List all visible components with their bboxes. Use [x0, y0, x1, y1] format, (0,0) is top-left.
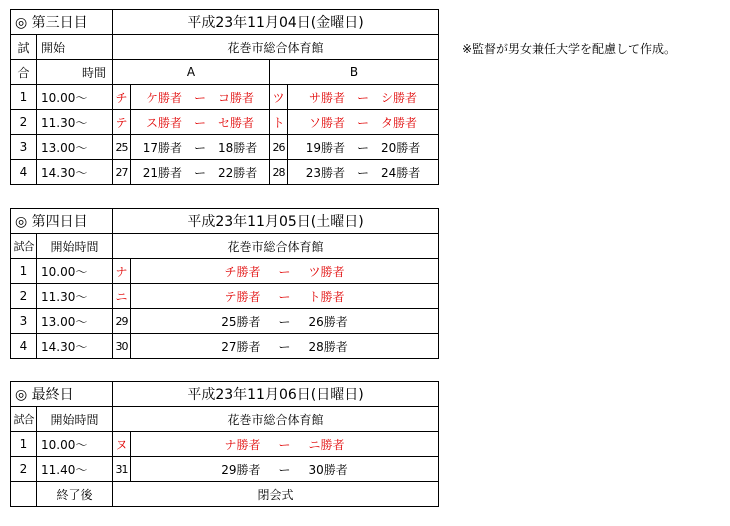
court-b-label: B: [270, 60, 439, 85]
vs-dash: ー: [278, 462, 291, 477]
match-number: 1: [11, 85, 37, 110]
vs-dash: ー: [278, 289, 291, 304]
match-code: ト: [270, 110, 288, 135]
after-label: 終了後: [37, 482, 113, 507]
match-code: 26: [270, 135, 288, 160]
match-code: ヌ: [113, 432, 131, 457]
court-a-pairing: [131, 85, 270, 110]
match-code: 27: [113, 160, 131, 185]
team-right: 22勝者: [218, 165, 258, 180]
match-number: 4: [11, 160, 37, 185]
note-text: ※監督が男女兼任大学を配慮して作成。: [462, 42, 677, 56]
day3-venue: 花巻市総合体育館: [113, 35, 439, 60]
match-code: テ: [113, 110, 131, 135]
team-right: 20勝者: [381, 140, 421, 155]
court-b-pairing: [288, 85, 439, 110]
day3-schedule-table: [10, 9, 439, 185]
match-time: 14.30～: [37, 334, 113, 359]
pairing: [131, 432, 439, 457]
match-time: 13.00～: [37, 135, 113, 160]
court-b-pairing: [288, 135, 439, 160]
header-match-bottom: 合: [11, 60, 37, 85]
day4-date: 平成23年11月05日(土曜日): [113, 209, 439, 234]
pairing: [131, 334, 439, 359]
team-left: ス勝者: [145, 115, 182, 130]
day4-venue: 花巻市総合体育館: [113, 234, 439, 259]
team-right: ニ勝者: [308, 437, 345, 452]
team-left: チ勝者: [224, 264, 261, 279]
match-number: 2: [11, 110, 37, 135]
team-right: セ勝者: [218, 115, 255, 130]
match-time: 10.00～: [37, 259, 113, 284]
table-row: [11, 309, 439, 334]
header-start-time: 開始時間: [37, 234, 113, 259]
vs-dash: ー: [357, 140, 370, 155]
day3-date: 平成23年11月04日(金曜日): [113, 10, 439, 35]
vs-dash: ー: [278, 264, 291, 279]
match-time: 13.00～: [37, 309, 113, 334]
match-code: ツ: [270, 85, 288, 110]
team-right: ツ勝者: [308, 264, 345, 279]
pairing: [131, 309, 439, 334]
court-a-pairing: [131, 135, 270, 160]
match-code: ナ: [113, 259, 131, 284]
court-a-pairing: [131, 160, 270, 185]
header-start: 開始: [37, 35, 113, 60]
vs-dash: ー: [357, 165, 370, 180]
vs-dash: ー: [278, 339, 291, 354]
match-number: 1: [11, 432, 37, 457]
team-right: 18勝者: [218, 140, 258, 155]
match-number: 2: [11, 457, 37, 482]
vs-dash: ー: [194, 165, 207, 180]
match-number: 4: [11, 334, 37, 359]
day3-title: ◎ 第三日目: [11, 10, 113, 35]
match-code: 29: [113, 309, 131, 334]
match-number: 3: [11, 135, 37, 160]
day4-title: ◎ 第四日目: [11, 209, 113, 234]
match-code: チ: [113, 85, 131, 110]
vs-dash: ー: [194, 140, 207, 155]
table-row: [11, 259, 439, 284]
empty-cell: [11, 482, 37, 507]
closing-ceremony: 閉会式: [113, 482, 439, 507]
match-time: 10.00～: [37, 85, 113, 110]
match-time: 11.30～: [37, 284, 113, 309]
table-row: [11, 284, 439, 309]
header-match-top: 試: [11, 35, 37, 60]
team-right: 28勝者: [308, 339, 348, 354]
team-right: 24勝者: [381, 165, 421, 180]
team-left: 17勝者: [142, 140, 182, 155]
match-code: 31: [113, 457, 131, 482]
court-b-pairing: [288, 160, 439, 185]
vs-dash: ー: [194, 90, 207, 105]
final-venue: 花巻市総合体育館: [113, 407, 439, 432]
match-code: ニ: [113, 284, 131, 309]
team-left: 19勝者: [305, 140, 345, 155]
vs-dash: ー: [357, 115, 370, 130]
table-row: [11, 160, 439, 185]
team-left: テ勝者: [224, 289, 261, 304]
team-right: 30勝者: [308, 462, 348, 477]
match-time: 14.30～: [37, 160, 113, 185]
team-left: サ勝者: [308, 90, 345, 105]
team-right: シ勝者: [381, 90, 418, 105]
header-start-time: 開始時間: [37, 407, 113, 432]
pairing: [131, 284, 439, 309]
table-row: [11, 432, 439, 457]
court-b-pairing: [288, 110, 439, 135]
team-left: ケ勝者: [145, 90, 182, 105]
final-date: 平成23年11月06日(日曜日): [113, 382, 439, 407]
pairing: [131, 457, 439, 482]
vs-dash: ー: [357, 90, 370, 105]
vs-dash: ー: [278, 314, 291, 329]
team-left: ナ勝者: [224, 437, 261, 452]
team-left: 23勝者: [305, 165, 345, 180]
pairing: [131, 259, 439, 284]
table-row: [11, 334, 439, 359]
match-time: 11.40～: [37, 457, 113, 482]
match-code: 30: [113, 334, 131, 359]
header-match: 試合: [11, 407, 37, 432]
header-time: 時間: [37, 60, 113, 85]
table-row: [11, 457, 439, 482]
table-row: [11, 85, 439, 110]
table-row: [11, 135, 439, 160]
header-match: 試合: [11, 234, 37, 259]
team-left: 21勝者: [142, 165, 182, 180]
final-title: ◎ 最終日: [11, 382, 113, 407]
table-row: [11, 482, 439, 507]
match-code: 28: [270, 160, 288, 185]
match-number: 2: [11, 284, 37, 309]
match-time: 11.30～: [37, 110, 113, 135]
vs-dash: ー: [194, 115, 207, 130]
court-a-label: A: [113, 60, 270, 85]
match-number: 1: [11, 259, 37, 284]
vs-dash: ー: [278, 437, 291, 452]
team-right: ト勝者: [308, 289, 345, 304]
team-right: コ勝者: [218, 90, 255, 105]
team-left: 29勝者: [221, 462, 261, 477]
match-number: 3: [11, 309, 37, 334]
team-left: 27勝者: [221, 339, 261, 354]
final-day-schedule-table: [10, 381, 439, 507]
team-right: 26勝者: [308, 314, 348, 329]
court-a-pairing: [131, 110, 270, 135]
team-left: ソ勝者: [308, 115, 345, 130]
table-row: [11, 110, 439, 135]
match-time: 10.00～: [37, 432, 113, 457]
team-left: 25勝者: [221, 314, 261, 329]
team-right: タ勝者: [381, 115, 418, 130]
match-code: 25: [113, 135, 131, 160]
day4-schedule-table: [10, 208, 439, 359]
